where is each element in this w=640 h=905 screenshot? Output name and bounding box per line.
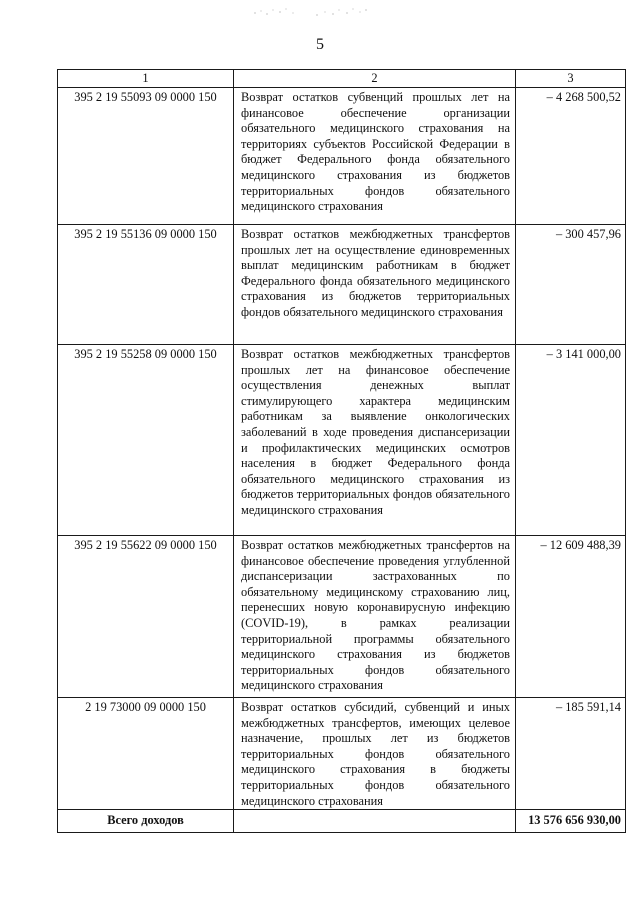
scan-noise-marks <box>235 4 395 20</box>
row-amount: – 185 591,14 <box>516 698 626 810</box>
row-code: 395 2 19 55093 09 0000 150 <box>58 88 234 225</box>
row-description: Возврат остатков субсидий, субвенций и иных межбюджетных трансфертов, имеющих целевое назначение, прошлых лет из бюджетов территориальных фондов обязательного медицинского страхования в бюджеты территориальных фондов обязательного медицинского страхования <box>234 698 516 810</box>
table-header-row <box>58 70 626 88</box>
row-code: 395 2 19 55258 09 0000 150 <box>58 345 234 536</box>
row-amount: – 12 609 488,39 <box>516 536 626 698</box>
row-code: 2 19 73000 09 0000 150 <box>58 698 234 810</box>
total-description-empty <box>234 810 516 833</box>
column-header-2: 2 <box>234 70 516 88</box>
column-header-1: 1 <box>58 70 234 88</box>
row-description: Возврат остатков субвенций прошлых лет на финансовое обеспечение организации обязательного медицинского страхования на территориях субъектов Российской Федерации в бюджет Федерального фонда обязательного медицинского страхования из бюджетов территориальных фондов обязательного медицинского страхования <box>234 88 516 225</box>
table-row <box>58 536 626 698</box>
table-row <box>58 345 626 536</box>
row-description: Возврат остатков межбюджетных трансфертов прошлых лет на финансовое обеспечение осуществления денежных выплат стимулирующего характера медицинским работникам за выявление онкологических заболеваний в ходе проведения диспансеризации и профилактических медицинских осмотров населения в бюджет Федерального фонда обязательного медицинского страхования из бюджетов территориальных фондов обязательного медицинского страхования <box>234 345 516 536</box>
row-code: 395 2 19 55622 09 0000 150 <box>58 536 234 698</box>
table-row <box>58 698 626 810</box>
row-code: 395 2 19 55136 09 0000 150 <box>58 225 234 345</box>
row-amount: – 3 141 000,00 <box>516 345 626 536</box>
table-row <box>58 225 626 345</box>
page-number: 5 <box>316 36 324 53</box>
table-row <box>58 88 626 225</box>
row-amount: – 4 268 500,52 <box>516 88 626 225</box>
column-header-3: 3 <box>516 70 626 88</box>
total-row <box>58 810 626 833</box>
row-amount: – 300 457,96 <box>516 225 626 345</box>
row-description: Возврат остатков межбюджетных трансфертов прошлых лет на осуществление единовременных выплат медицинским работникам в бюджет Федерального фонда обязательного медицинского страхования из бюджетов территориальных фондов обязательного медицинского страхования <box>234 225 516 345</box>
budget-table <box>57 69 626 833</box>
row-description: Возврат остатков межбюджетных трансфертов на финансовое обеспечение проведения углубленной диспансеризации застрахованных по обязательному медицинскому страхованию лиц, перенесших новую коронавирусную инфекцию (COVID-19), в рамках реализации территориальной программы обязательного медицинского страхования из бюджетов территориальных фондов обязательного медицинского страхования <box>234 536 516 698</box>
total-label: Всего доходов <box>58 810 234 833</box>
total-amount: 13 576 656 930,00 <box>516 810 626 833</box>
